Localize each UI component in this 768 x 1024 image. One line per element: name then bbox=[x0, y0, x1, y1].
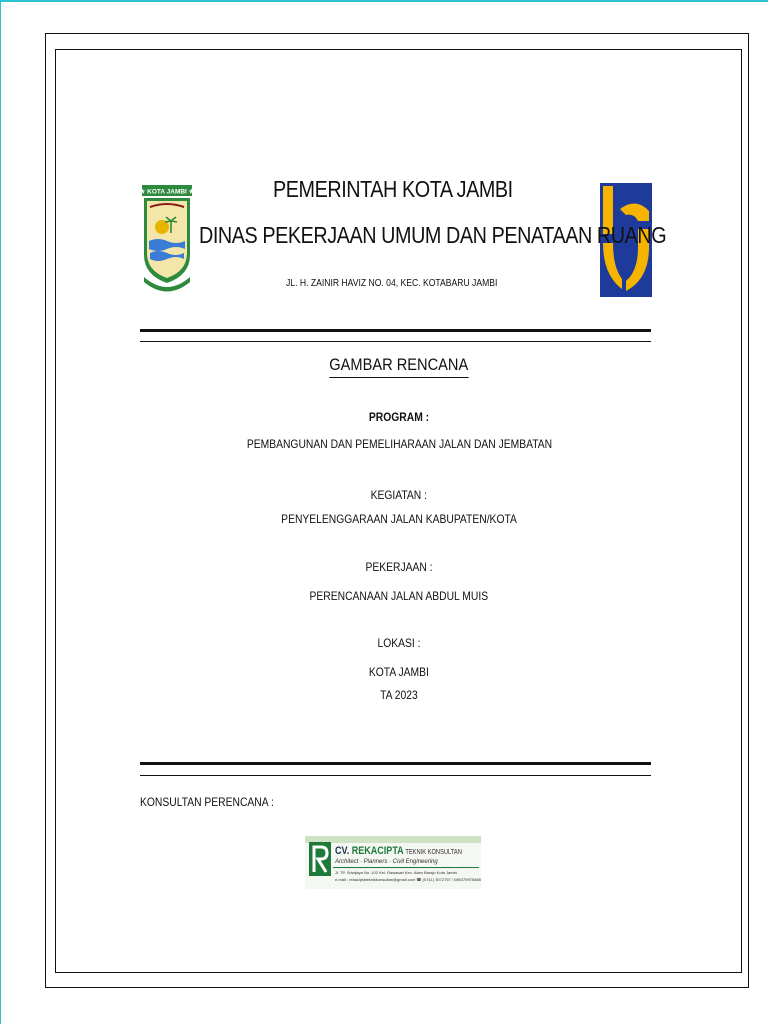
kegiatan-value: PENYELENGGARAAN JALAN KABUPATEN/KOTA bbox=[281, 512, 517, 526]
city-emblem-icon bbox=[140, 183, 194, 299]
consultant-logo bbox=[305, 836, 481, 889]
header-divider-thick bbox=[140, 329, 651, 332]
lokasi-label: LOKASI : bbox=[377, 636, 421, 650]
consultant-logo-divider bbox=[333, 867, 479, 868]
header-address: JL. H. ZAINIR HAVIZ NO. 04, KEC. KOTABARU JAMBI bbox=[286, 278, 498, 289]
lokasi-value: KOTA JAMBI bbox=[368, 665, 430, 679]
consultant-logo-band bbox=[305, 836, 481, 843]
footer-divider-thin bbox=[140, 775, 651, 776]
year-label: TA 2023 bbox=[380, 688, 418, 702]
footer-divider-thick bbox=[140, 762, 651, 765]
consultant-contact: e-mail : rekaciptateknikkonsultan@gmail.com ☎ (0741) 3072757 / 085379976888 bbox=[335, 877, 481, 882]
document-title: GAMBAR RENCANA bbox=[56, 355, 742, 378]
kegiatan-label: KEGIATAN : bbox=[370, 488, 428, 502]
program-value: PEMBANGUNAN DAN PEMELIHARAAN JALAN DAN JEMBATAN bbox=[246, 437, 552, 451]
left-accent-line bbox=[0, 0, 1, 1024]
consultant-address: Jl. TP. Sriwijaya No. 102 Kel. Rawasari Kec. Alam Barajo Kota Jambi bbox=[335, 870, 457, 875]
consultant-tagline: Architect · Planners · Civil Engineering bbox=[335, 859, 438, 865]
program-label: PROGRAM : bbox=[368, 410, 430, 424]
consultant-name: CV. REKACIPTA TEKNIK KONSULTAN bbox=[335, 845, 462, 857]
header-department-title: DINAS PEKERJAAN UMUM DAN PENATAAN RUANG bbox=[199, 222, 667, 248]
header-divider-thin bbox=[140, 341, 651, 342]
top-accent-line bbox=[0, 0, 768, 2]
pekerjaan-value: PERENCANAAN JALAN ABDUL MUIS bbox=[309, 589, 489, 603]
emblem-title: ★ KOTA JAMBI ★ bbox=[140, 188, 194, 196]
header-government-title: PEMERINTAH KOTA JAMBI bbox=[273, 176, 513, 202]
pekerjaan-label: PEKERJAAN : bbox=[365, 560, 433, 574]
rekacipta-r-logo-icon bbox=[309, 842, 331, 876]
consultant-label: KONSULTAN PERENCANA : bbox=[140, 795, 274, 809]
